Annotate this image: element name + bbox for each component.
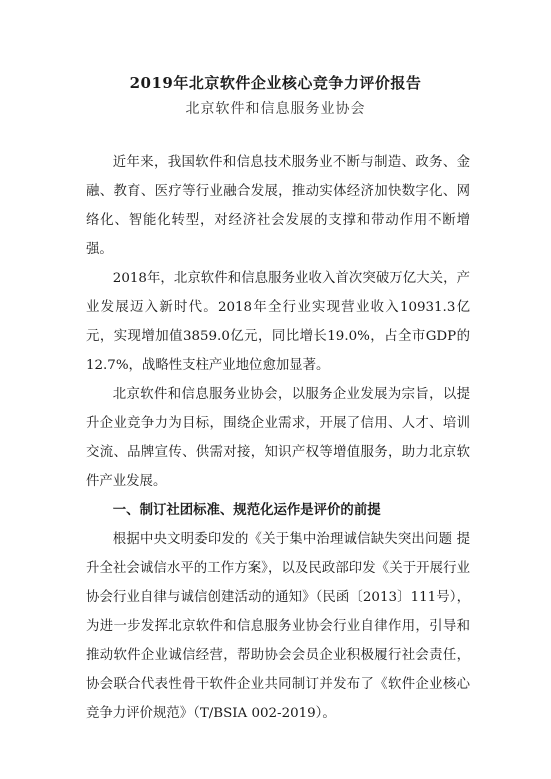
paragraph-standards: 根据中央文明委印发的《关于集中治理诚信缺失突出问题 提升全社会诚信水平的工作方案》，以及民政部印发《关于开展行业协会行业自律与诚信创建活动的通知》（民函〔2013〕111号），为进一步发挥北京软件和信息服务业协会行业自律作用，引导和推动软件企业诚信经营，帮助协会会员企业积极履行社会责任，协会联合代表性骨干软件企业共同制订并发布了《软件企业核心竞争力评价规范》（T/BSIA 002-2019）。 (86, 532, 470, 721)
paragraph-2018-revenue: 2018年，北京软件和信息服务业收入首次突破万亿大关，产业发展迈入新时代。2018年全行业实现营业收入10931.3亿元，实现增加值3859.0亿元，同比增长19.0%，占全市GDP的12.7%，战略性支柱产业地位愈加显著。 (86, 271, 470, 373)
section-heading: 一、制订社团标准、规范化运作是评价的前提 (112, 502, 381, 518)
document-title: 2019年北京软件企业核心竞争力评价报告 (129, 74, 422, 92)
paragraph-association-services: 北京软件和信息服务业协会，以服务企业发展为宗旨，以提升企业竞争力为目标，围绕企业需求，开展了信用、人才、培训交流、品牌宣传、供需对接，知识产权等增值服务，助力北京软件产业发展。 (86, 387, 470, 489)
document-subtitle: 北京软件和信息服务业协会 (185, 101, 366, 117)
document-body (86, 148, 470, 728)
paragraph-intro: 近年来，我国软件和信息技术服务业不断与制造、政务、金融、教育、医疗等行业融合发展，推动实体经济加快数字化、网络化、智能化转型，对经济社会发展的支撑和带动作用不断增强。 (86, 155, 470, 257)
